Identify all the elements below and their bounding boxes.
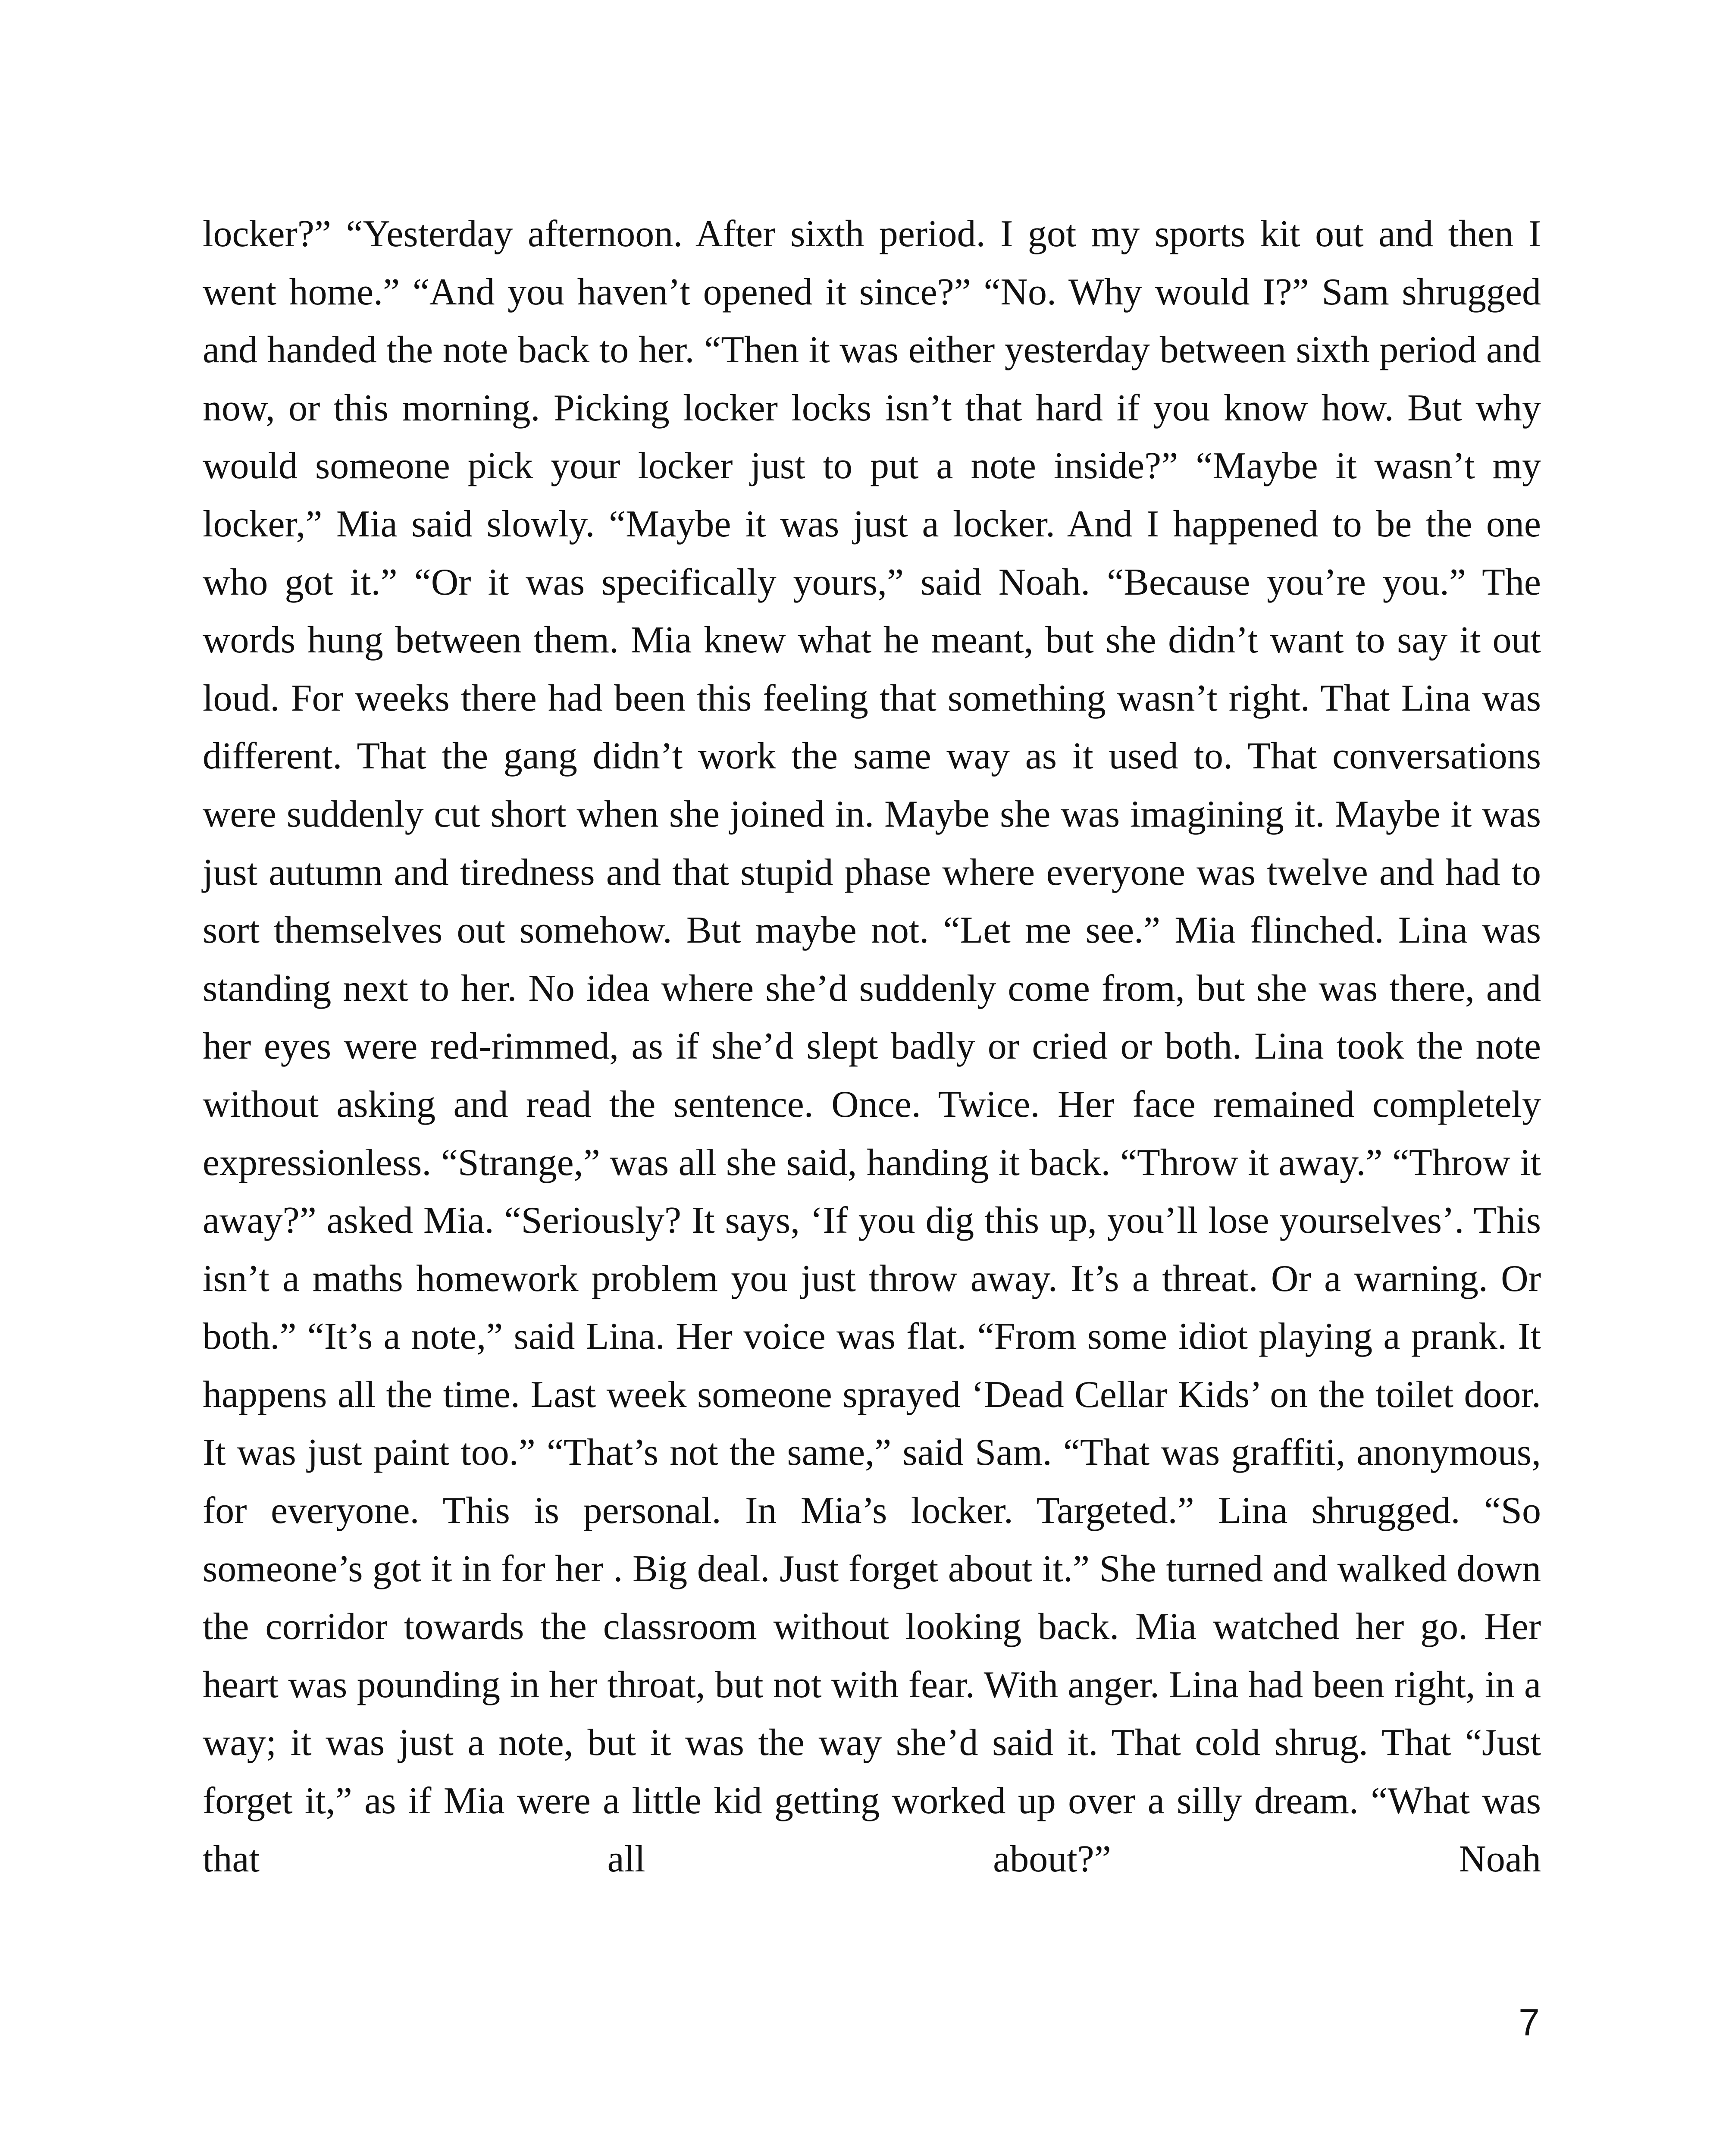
body-text: locker?” “Yesterday afternoon. After sixth period. I got my sports kit out and then I went home.” “And you haven’t opened it since?” “No. Why would I?” Sam shrugged and handed the note back to her. “Then it was either yesterday between sixth period and now, or this morning. Picking locker locks isn’t that hard if you know how. But why would someone pick your locker just to put a note inside?” “Maybe it wasn’t my locker,” Mia said slowly. “Maybe it was just a locker. And I happened to be the one who got it.” “Or it was specifically yours,” said Noah. “Because you’re you.” The words hung between them. Mia knew what he meant, but she didn’t want to say it out loud. For weeks there had been this feeling that something wasn’t right. That Lina was different. That the gang didn’t work the same way as it used to. That conversations were suddenly cut short when she joined in. Maybe she was imagining it. Maybe it was just autumn and tiredness and that stupid phase where everyone was twelve and had to sort themselves out somehow. But maybe not. “Let me see.” Mia flinched. Lina was standing next to her. No idea where she’d suddenly come from, but she was there, and her eyes were red-rimmed, as if she’d slept badly or cried or both. Lina took the note without asking and read the sentence. Once. Twice. Her face remained completely expressionless. “Strange,” was all she said, handing it back. “Throw it away.” “Throw it away?” asked Mia. “Seriously? It says, ‘If you dig this up, you’ll lose yourselves’. This isn’t a maths homework problem you just throw away. It’s a threat. Or a warning. Or both.” “It’s a note,” said Lina. Her voice was flat. “From some idiot playing a prank. It happens all the time. Last week someone sprayed ‘Dead Cellar Kids’ on the toilet door. It was just paint too.” “That’s not the same,” said Sam. “That was graffiti, anonymous, for everyone. This is personal. In Mia’s locker. Targeted.” Lina shrugged. “So someone’s got it in for her . Big deal. Just forget about it.” She turned and walked down the corridor towards the classroom without looking back. Mia watched her go. Her heart was pounding in her throat, but not with fear. With anger. Lina had been right, in a way; it was just a note, but it was the way she’d said it. That cold shrug. That “Just forget it,” as if Mia were a little kid getting worked up over a silly dream. “What was that all about?” Noah — [203, 213, 1541, 1880]
page-number: 7 — [1519, 2001, 1540, 2043]
